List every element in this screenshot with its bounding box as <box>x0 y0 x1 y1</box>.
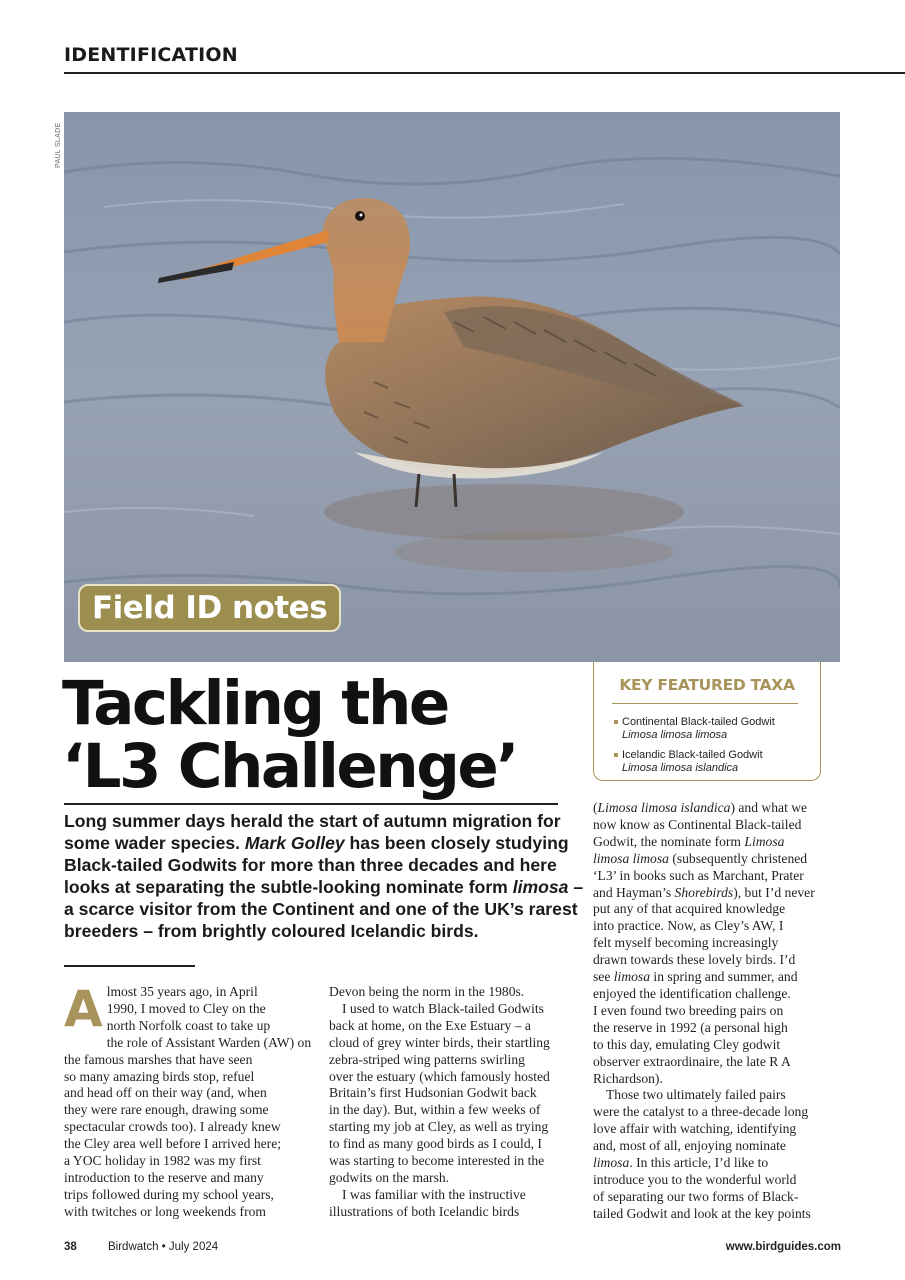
body-text: in spring and summer, and <box>650 969 798 985</box>
body-line <box>593 885 841 902</box>
drop-cap: A <box>64 980 103 1038</box>
body-line: into practice. Now, as Cley’s AW, I <box>593 918 784 934</box>
key-taxa-box <box>593 662 821 781</box>
body-line: zebra-striped wing patterns swirling <box>329 1051 525 1067</box>
photo-credit: PAUL SLADE <box>55 122 62 168</box>
body-line: (Limosa limosa islandica) and what we <box>593 800 808 815</box>
body-line: put any of that acquired knowledge <box>593 901 786 917</box>
body-line <box>593 969 841 986</box>
body-line: back at home, on the Exe Estuary – a <box>329 1017 531 1033</box>
hero-photo <box>64 112 840 662</box>
body-line: the famous marshes that have seen <box>64 1051 253 1067</box>
body-line: tailed Godwit and look at the key points <box>593 1205 811 1221</box>
key-taxa-rule <box>612 703 798 704</box>
body-line: they were rare enough, drawing some <box>64 1102 269 1118</box>
body-line: and head off on their way (and, when <box>64 1085 267 1101</box>
body-line: 1990, I moved to Cley on the <box>106 1000 266 1016</box>
body-text: ) and what we <box>730 800 808 815</box>
taxa-item <box>614 749 814 775</box>
body-column-3 <box>593 800 841 1223</box>
taxa-latin: Limosa limosa limosa <box>622 729 728 741</box>
headline-line-1: Tackling the <box>62 668 448 739</box>
bullet-icon <box>614 720 618 724</box>
body-line: the Cley area well before I arrived here; <box>64 1136 282 1152</box>
standfirst-text: has been closely studying Black-tailed Godwits for more than three decades and here looks at separating the subtle-looking nominate form <box>64 833 569 897</box>
body-line: cloud of grey winter birds, their startling <box>329 1034 550 1050</box>
body-line: godwits on the marsh. <box>329 1169 450 1185</box>
section-label: IDENTIFICATION <box>64 44 238 66</box>
body-text: and Hayman’s <box>593 884 675 900</box>
body-line: lmost 35 years ago, in April <box>106 984 258 999</box>
taxa-name: Continental Black-tailed Godwit <box>622 716 775 728</box>
body-line: Devon being the norm in the 1980s. <box>329 984 525 999</box>
italic-text: limosa <box>593 1155 630 1171</box>
body-line: to this day, emulating Cley godwit <box>593 1036 781 1052</box>
body-line: north Norfolk coast to take up <box>106 1017 271 1033</box>
body-line <box>593 834 841 851</box>
body-text: (subsequently christened <box>668 850 808 866</box>
body-line <box>593 851 841 868</box>
section-rule <box>64 72 905 74</box>
body-line: over the estuary (which famously hosted <box>329 1068 550 1084</box>
body-text: . In this article, I’d like to <box>629 1155 769 1171</box>
body-line: I even found two breeding pairs on <box>593 1002 784 1018</box>
body-line: introduction to the reserve and many <box>64 1169 264 1185</box>
body-text: see <box>593 969 614 985</box>
body-line: and, most of all, enjoying nominate <box>593 1138 786 1154</box>
feature-badge: Field ID notes <box>78 584 341 632</box>
body-line: observer extraordinaire, the late R A <box>593 1053 791 1069</box>
body-line: drawn towards these lovely birds. I’d <box>593 952 796 968</box>
body-line: spectacular crowds too). I already knew <box>64 1119 281 1135</box>
body-line: in the day). But, within a few weeks of <box>329 1102 541 1118</box>
body-line <box>593 1155 841 1172</box>
body-line: starting my job at Cley, as well as trying <box>329 1119 549 1135</box>
standfirst-italic: limosa <box>512 877 569 897</box>
body-line: were the catalyst to a three-decade long <box>593 1104 809 1120</box>
bullet-icon <box>614 753 618 757</box>
website-url[interactable]: www.birdguides.com <box>725 1241 841 1253</box>
body-line: so many amazing birds stop, refuel <box>64 1068 255 1084</box>
body-line: love affair with watching, identifying <box>593 1121 797 1137</box>
godwit-illustration <box>64 112 840 662</box>
body-column-1 <box>64 980 312 1221</box>
body-line: Richardson). <box>593 1070 663 1086</box>
body-line: the role of Assistant Warden (AW) on <box>106 1034 312 1050</box>
body-line: Those two ultimately failed pairs <box>606 1087 786 1103</box>
italic-text: limosa <box>613 969 651 985</box>
body-column-2 <box>329 984 577 1221</box>
standfirst-text: Long summer days herald the start of autumn migration for some wader species. <box>64 811 561 853</box>
body-line: to find as many good birds as I could, I <box>329 1136 542 1152</box>
standfirst-text: – a scarce visitor from the Continent and one of the UK’s rarest breeders – from brightly coloured Icelandic birds. <box>64 877 584 941</box>
headline-line-2: ‘L3 Challenge’ <box>62 731 517 802</box>
body-line: enjoyed the identification challenge. <box>593 985 791 1001</box>
body-line: a YOC holiday in 1982 was my first <box>64 1153 261 1169</box>
taxa-name: Icelandic Black-tailed Godwit <box>622 749 763 761</box>
body-line: now know as Continental Black-tailed <box>593 816 802 832</box>
italic-text: Limosa limosa islandica <box>597 800 731 815</box>
body-line: illustrations of both Icelandic birds <box>329 1203 520 1219</box>
body-line: the reserve in 1992 (a personal high <box>593 1019 788 1035</box>
body-text: Godwit, the nominate form <box>593 833 745 849</box>
body-line: felt myself becoming increasingly <box>593 935 779 951</box>
publication-info: Birdwatch • July 2024 <box>108 1241 219 1253</box>
body-line: of separating our two forms of Black- <box>593 1188 799 1204</box>
italic-text: Limosa <box>744 833 785 849</box>
italic-text: Shorebirds <box>674 884 734 900</box>
body-line: with twitches or long weekends from <box>64 1203 266 1219</box>
body-line: Britain’s first Hudsonian Godwit back <box>329 1085 537 1101</box>
article-headline <box>62 668 582 802</box>
body-line: ‘L3’ in books such as Marchant, Prater <box>593 867 804 883</box>
taxa-latin: Limosa limosa islandica <box>622 762 739 774</box>
standfirst-rule <box>64 803 558 805</box>
author-name: Mark Golley <box>244 833 345 853</box>
body-text: ), but I’d never <box>733 884 815 900</box>
body-line: I used to watch Black-tailed Godwits <box>342 1000 544 1016</box>
standfirst <box>64 810 584 942</box>
body-line: trips followed during my school years, <box>64 1186 274 1202</box>
standfirst-underline <box>64 965 195 967</box>
key-taxa-title: KEY FEATURED TAXA <box>619 676 795 694</box>
italic-text: limosa limosa <box>593 850 669 866</box>
taxa-item <box>614 716 814 742</box>
page-number: 38 <box>64 1241 77 1253</box>
body-line: introduce you to the wonderful world <box>593 1171 797 1187</box>
body-line: was starting to become interested in the <box>329 1153 545 1169</box>
body-line: I was familiar with the instructive <box>342 1186 526 1202</box>
